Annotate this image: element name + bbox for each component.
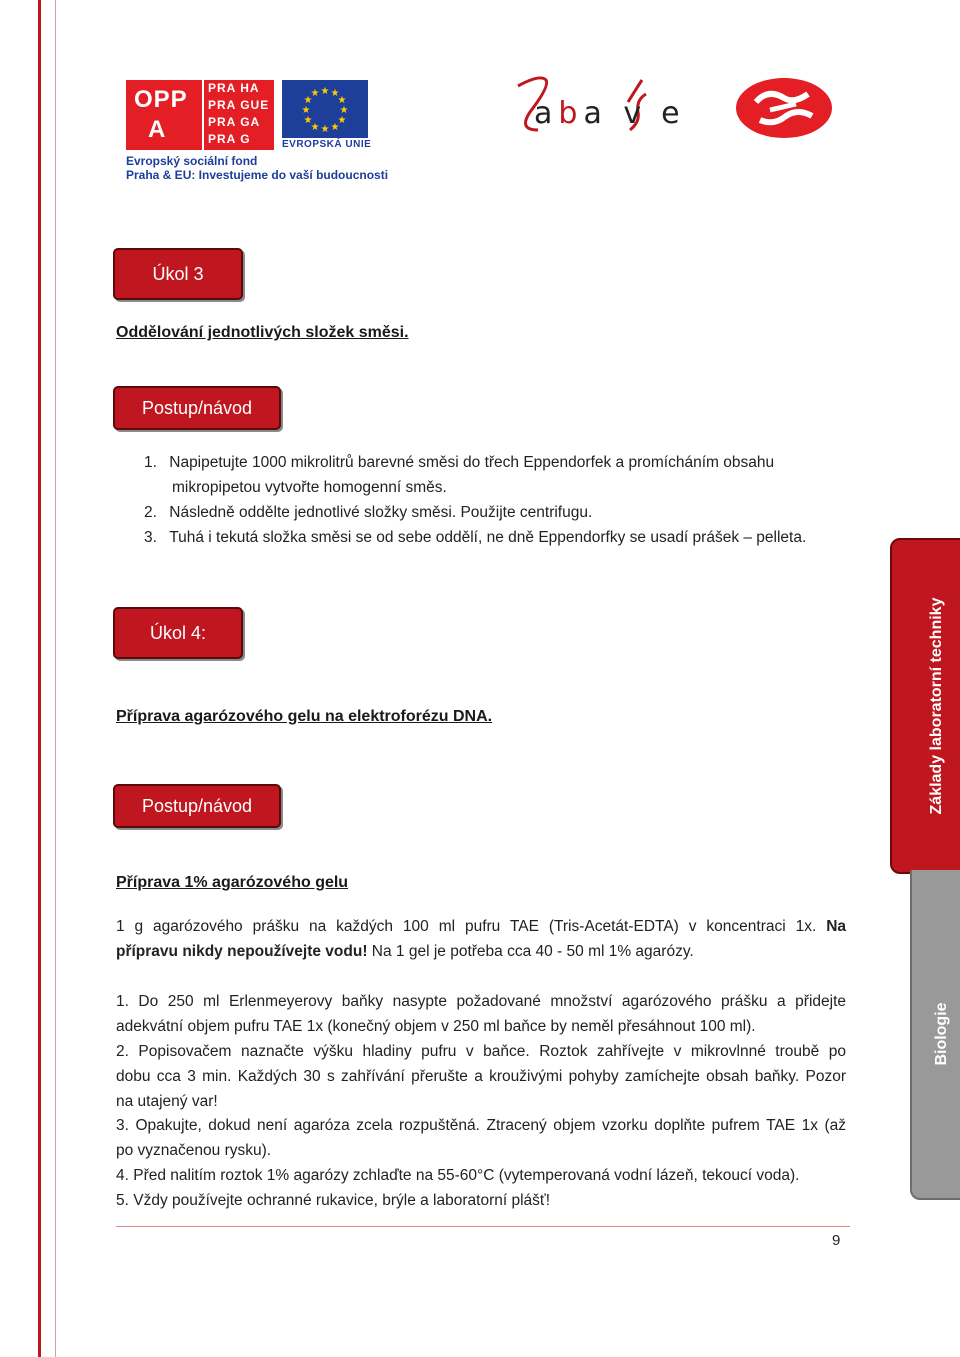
sidetab-subject: Biologie (910, 870, 960, 1200)
praha-logo (204, 80, 274, 150)
left-border-line (38, 0, 41, 1357)
task3-title: Oddělování jednotlivých složek směsi. (116, 324, 409, 341)
list-item: 2. Následně oddělte jednotlivé složky směsi. Použijte centrifugu. (144, 504, 593, 521)
opp-logo: OPP A (126, 80, 202, 150)
list-item-continuation: na utajený var! (116, 1093, 218, 1110)
partner-logo-icon (734, 76, 834, 140)
task4-intro-line2: přípravu nikdy nepoužívejte vodu! Na 1 gel je potřeba cca 40 - 50 ml 1% agarózy. (116, 943, 694, 960)
list-item: 2. Popisovačem naznačte výšku hladiny pufru v baňce. Roztok zahřívejte v mikrovlnné troubě po (116, 1043, 846, 1060)
left-border-line-thin (55, 0, 56, 1357)
svg-text:★: ★ (330, 122, 340, 133)
list-item: 4. Před nalitím roztok 1% agarózy zchlaďte na 55-60°C (vytemperovaná vodní lázeň, tekoucí voda). (116, 1167, 800, 1184)
svg-text:★: ★ (330, 88, 340, 99)
svg-text:★: ★ (337, 115, 347, 126)
list-item: 1. Napipetujte 1000 mikrolitrů barevné směsi do třech Eppendorfek a promícháním obsahu (144, 454, 775, 471)
svg-text:★: ★ (320, 86, 330, 97)
esf-text: Evropský sociální fond Praha & EU: Investujeme do vaší budoucnosti (126, 154, 389, 182)
svg-text:★: ★ (301, 105, 311, 116)
list-item: 3. Tuhá i tekutá složka směsi se od sebe oddělí, ne dně Eppendorfky se usadí prášek – pelleta. (144, 529, 807, 546)
task3-method-tag: Postup/návod (113, 386, 281, 430)
svg-text:★: ★ (303, 115, 313, 126)
list-item-continuation: adekvátní objem pufru TAE 1x (konečný objem v 250 ml baňce by neměl přesáhnout 100 ml). (116, 1018, 756, 1035)
list-item-continuation: dobu cca 3 min. Každých 30 s zahřívání přerušte a krouživými pohyby zamíchejte obsah baňky. Pozor (116, 1068, 846, 1085)
praha-logo-text: PRA HA PRA GUE PRA GA PRA G (208, 81, 270, 146)
task4-title: Příprava agarózového gelu na elektroforézu DNA. (116, 708, 493, 725)
svg-text:★: ★ (337, 95, 347, 106)
list-item: 1. Do 250 ml Erlenmeyerovy baňky nasypte požadované množství agarózového prášku a přidejte (116, 993, 846, 1010)
eu-flag-icon (282, 80, 368, 138)
task4-intro-line1: 1 g agarózového prášku na každých 100 ml pufru TAE (Tris-Acetát-EDTA) v koncentraci 1x. Na (116, 918, 847, 935)
task4-tag: Úkol 4: (113, 607, 243, 659)
footer-line (116, 1226, 850, 1227)
list-item-continuation: mikropipetou vytvořte homogenní směs. (172, 479, 447, 496)
task3-tag: Úkol 3 (113, 248, 243, 300)
svg-text:★: ★ (339, 105, 349, 116)
list-item: 3. Opakujte, dokud není agaróza zcela rozpuštěná. Ztracený objem vzorku doplňte pufrem TAE 1x (až (116, 1117, 846, 1134)
task4-subtitle: Příprava 1% agarózového gelu (116, 874, 349, 891)
list-item-continuation: po vyznačenou rysku). (116, 1142, 272, 1159)
svg-text:★: ★ (310, 88, 320, 99)
zabavse-logo-text: aba v e (534, 96, 686, 131)
sidetab-section: Základy laboratorní techniky (890, 538, 960, 874)
task4-method-tag: Postup/návod (113, 784, 281, 828)
eu-label: EVROPSKÁ UNIE (282, 139, 372, 150)
svg-text:★: ★ (320, 124, 330, 135)
svg-text:★: ★ (310, 122, 320, 133)
list-item: 5. Vždy používejte ochranné rukavice, brýle a laboratorní plášť! (116, 1192, 551, 1209)
svg-text:★: ★ (303, 95, 313, 106)
page-number: 9 (832, 1232, 841, 1249)
